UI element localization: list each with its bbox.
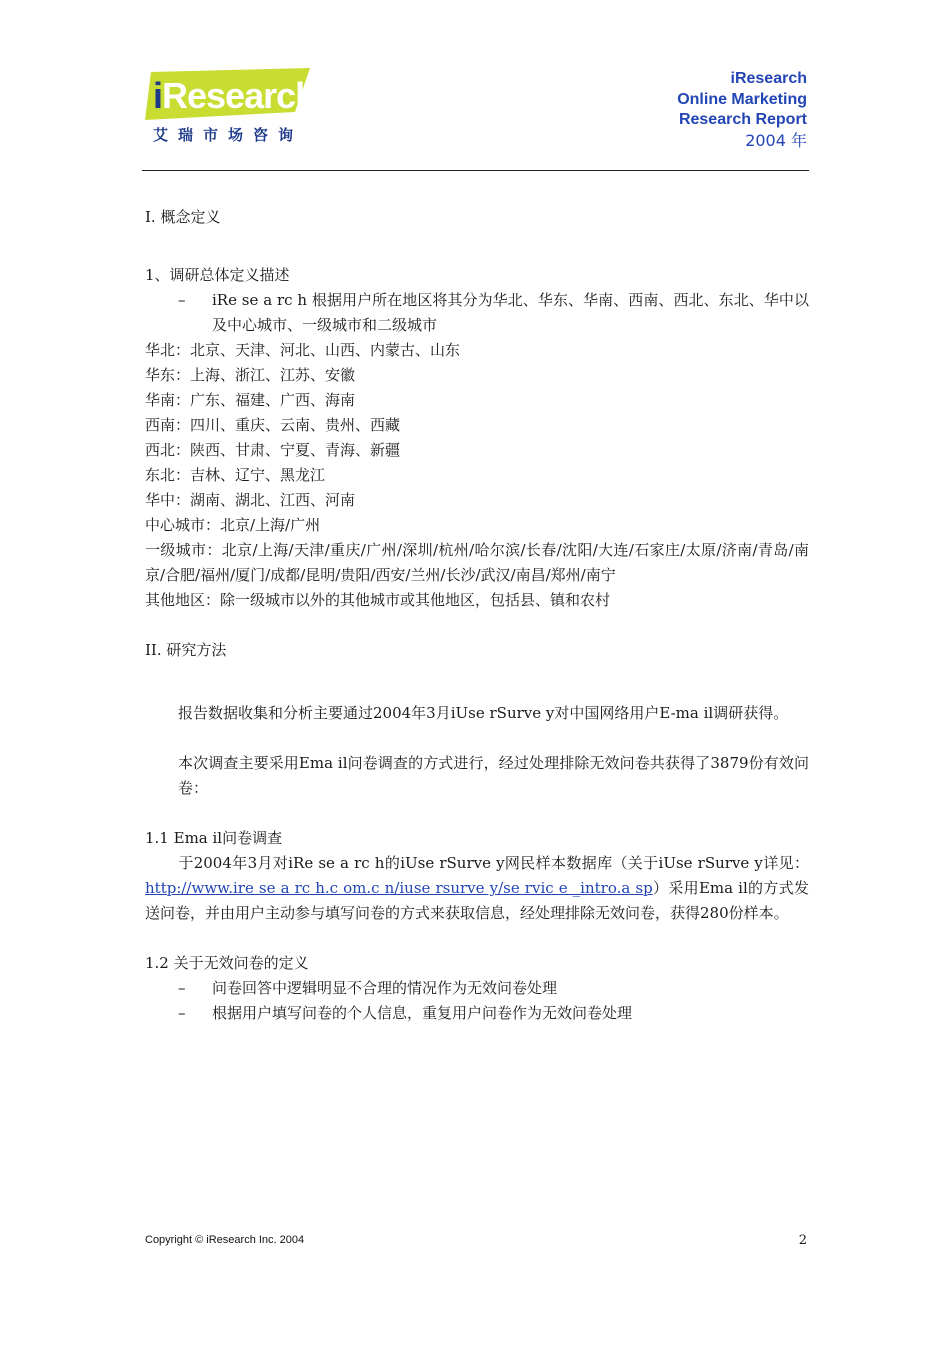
region-line: 华南：广东、福建、广西、海南 xyxy=(145,391,356,409)
section-1-heading: I. 概念定义 xyxy=(145,208,221,226)
region-line: 西南：四川、重庆、云南、贵州、西藏 xyxy=(145,416,401,434)
bullet-text: 根据用户填写问卷的个人信息，重复用户问卷作为无效问卷处理 xyxy=(212,1004,633,1022)
bullet-dash: – xyxy=(178,291,186,309)
region-line: 华北：北京、天津、河北、山西、内蒙古、山东 xyxy=(145,341,461,359)
method-paragraph-1: 报告数据收集和分析主要通过2004年3月iUse rSurve y对中国网络用户E-ma il调研获得。 xyxy=(178,704,789,722)
subsection-1-2-heading: 1.2 关于无效问卷的定义 xyxy=(145,954,309,972)
bullet-text: 问卷回答中逻辑明显不合理的情况作为无效问卷处理 xyxy=(212,979,558,997)
bullet-dash: – xyxy=(178,1004,186,1022)
section-1-subheading: 1、调研总体定义描述 xyxy=(145,266,290,284)
iresearch-logo xyxy=(145,68,315,158)
logo-wordmark: iResearch xyxy=(153,75,317,116)
bullet-dash: – xyxy=(178,979,186,997)
region-bullet xyxy=(145,288,809,338)
subsection-1-1-heading: 1.1 Ema il问卷调查 xyxy=(145,829,283,847)
region-line: 东北：吉林、辽宁、黑龙江 xyxy=(145,466,326,484)
iusersurvey-link[interactable]: http://www.ire se a rc h.c om.c n/iuse rsurve y/se rvic e _intro.a sp xyxy=(145,879,653,897)
report-title-line-1: iResearch xyxy=(730,70,807,87)
report-title-line-3: Research Report xyxy=(678,111,807,128)
report-title xyxy=(677,69,807,151)
method-paragraph-2: 本次调查主要采用Ema il问卷调查的方式进行，经过处理排除无效问卷共获得了3879份有效问卷： xyxy=(178,754,809,797)
other-regions: 其他地区：除一级城市以外的其他城市或其他地区，包括县、镇和农村 xyxy=(145,591,611,609)
page-number: 2 xyxy=(798,1233,807,1248)
tier1-cities: 一级城市：北京/上海/天津/重庆/广州/深圳/杭州/哈尔滨/长春/沈阳/大连/石家庄/太原/济南/青岛/南京/合肥/福州/厦门/成都/昆明/贵阳/西安/兰州/长沙/武汉/南昌/郑州/南宁 xyxy=(145,541,809,584)
region-line: 中心城市：北京/上海/广州 xyxy=(145,516,321,534)
invalid-definition-bullet xyxy=(145,1001,809,1026)
region-bullet-text: iRe se a rc h 根据用户所在地区将其分为华北、华东、华南、西南、西北、东北、华中以及中心城市、一级城市和二级城市 xyxy=(212,291,809,334)
region-line: 华东：上海、浙江、江苏、安徽 xyxy=(145,366,356,384)
section-2-heading: II. 研究方法 xyxy=(145,641,227,659)
logo-chinese-subtitle: 艾瑞市场咨询 xyxy=(153,126,304,144)
report-title-line-2: Online Marketing xyxy=(677,90,807,108)
invalid-definition-bullet xyxy=(145,976,809,1001)
subsection-1-1-text: 于2004年3月对iRe se a rc h的iUse rSurve y网民样本数据库（关于iUse rSurve y详见：http://www.ire se a rc h.c om.c n/iuse rsurve y/se rvic e _intro.a sp）采用Ema il的方式发送问卷，并由用户主动参与填写问卷的方式来获取信息，经处理排除无效问卷，获得280份样本。 xyxy=(145,854,809,922)
report-year: 2004 年 xyxy=(745,130,807,150)
region-line: 西北：陕西、甘肃、宁夏、青海、新疆 xyxy=(145,441,401,459)
header-divider xyxy=(142,170,809,171)
region-line: 华中：湖南、湖北、江西、河南 xyxy=(145,491,356,509)
document-body xyxy=(145,205,809,1026)
copyright-footer: Copyright © iResearch Inc. 2004 xyxy=(145,1234,305,1246)
